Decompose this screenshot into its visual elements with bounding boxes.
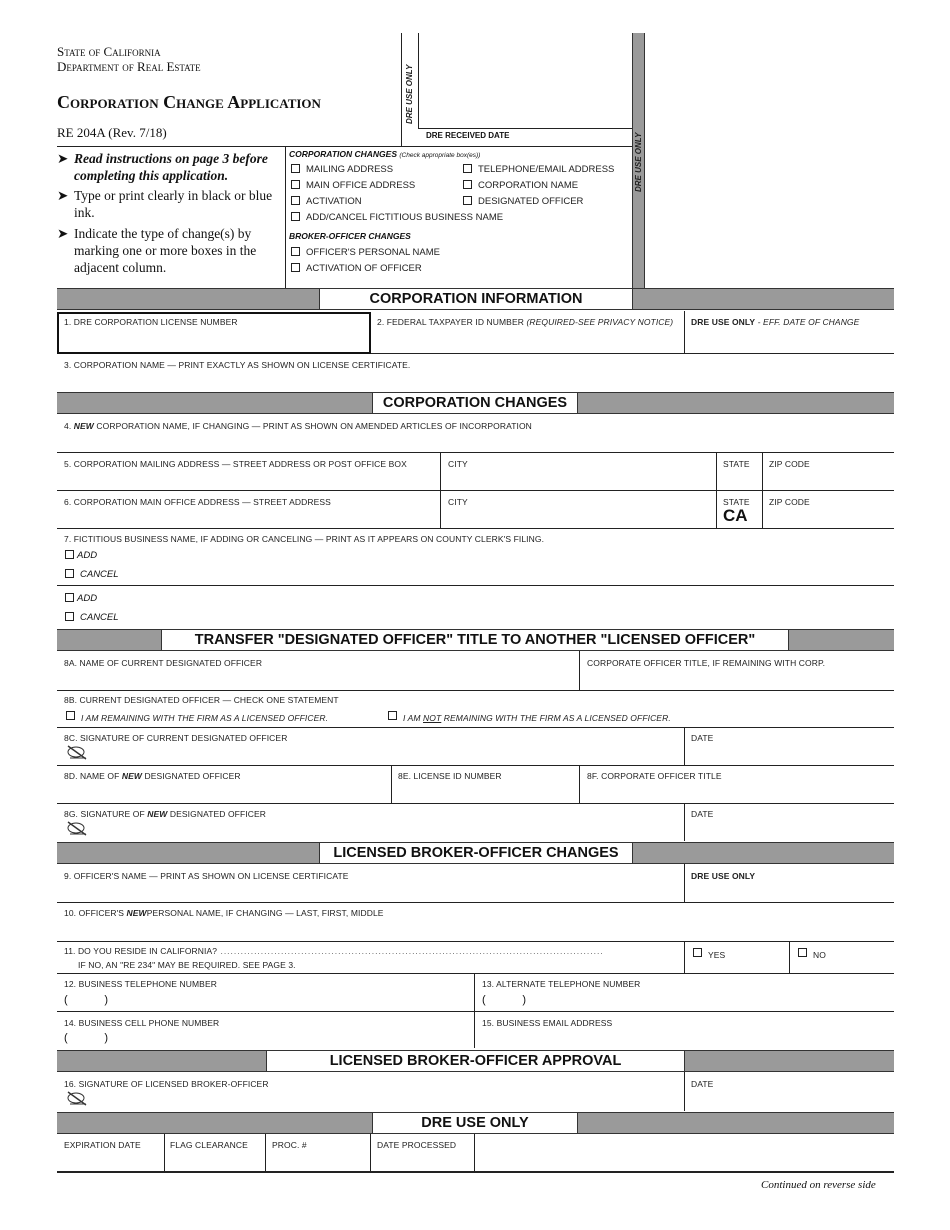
f6-label: 6. CORPORATION MAIN OFFICE ADDRESS — STREET ADDRESS <box>64 497 331 507</box>
checkbox-main-office-address[interactable] <box>291 180 300 189</box>
corp-changes-heading: CORPORATION CHANGES (Check appropriate box(es)) <box>289 149 481 159</box>
checkbox-8b-not-remaining[interactable] <box>388 711 397 720</box>
dre-use-only-cell: DRE USE ONLY <box>691 871 756 881</box>
section-title-corp-changes: CORPORATION CHANGES <box>372 392 578 414</box>
business-cell-phone-field[interactable] <box>135 1028 473 1048</box>
current-designated-officer-field[interactable] <box>57 652 579 690</box>
instruction-item: ➤ Read instructions on page 3 before completing this application. <box>57 151 268 183</box>
checkbox-fbn-add-1[interactable] <box>65 550 74 559</box>
label-officers-personal-name: OFFICER'S PERSONAL NAME <box>306 247 440 258</box>
f14-label: 14. BUSINESS CELL PHONE NUMBER <box>64 1018 220 1028</box>
agency-line-1: State of California <box>57 44 161 59</box>
section-title-transfer: TRANSFER "DESIGNATED OFFICER" TITLE TO ANOTHER "LICENSED OFFICER" <box>161 629 789 651</box>
instruction-item: ➤ Type or print clearly in black or blue ink. <box>57 188 273 220</box>
form-number: RE 204A (Rev. 7/18) <box>57 125 167 140</box>
section-title-dre-use-only: DRE USE ONLY <box>372 1112 578 1134</box>
proc-number-label: PROC. # <box>272 1140 307 1150</box>
f6-state-label: STATE <box>723 497 750 507</box>
label-mailing-address: MAILING ADDRESS <box>306 164 394 175</box>
new-officer-signature-field[interactable] <box>92 818 682 840</box>
checkbox-fbn-cancel-1[interactable] <box>65 569 74 578</box>
f16-date-label: DATE <box>691 1079 714 1089</box>
new-corporation-name-field[interactable] <box>57 416 894 452</box>
f9-label: 9. OFFICER'S NAME — PRINT AS SHOWN ON LICENSE CERTIFICATE <box>64 871 349 881</box>
f8c-date-label: DATE <box>691 733 714 743</box>
corporate-officer-title-field[interactable] <box>580 766 894 803</box>
instructions <box>57 150 283 276</box>
fbn-add-2-label: ADD <box>77 593 98 604</box>
f11-question: 11. DO YOU RESIDE IN CALIFORNIA? .................................................................................................................. <box>64 946 604 956</box>
label-activation: ACTIVATION <box>306 196 362 207</box>
mailing-zip-field[interactable] <box>763 453 894 490</box>
section-title-broker-changes: LICENSED BROKER-OFFICER CHANGES <box>319 842 633 864</box>
label-main-office-address: MAIN OFFICE ADDRESS <box>306 180 416 191</box>
f8d-label: 8D. NAME OF NEW DESIGNATED OFFICER <box>64 771 241 781</box>
checkbox-fbn-add-2[interactable] <box>65 593 74 602</box>
current-officer-signature-date-field[interactable] <box>685 742 894 764</box>
label-add-cancel-fbn: ADD/CANCEL FICTITIOUS BUSINESS NAME <box>306 212 504 223</box>
f6-zip-label: ZIP CODE <box>769 497 810 507</box>
f5-zip-label: ZIP CODE <box>769 459 810 469</box>
broker-officer-changes-heading: BROKER-OFFICER CHANGES <box>289 231 411 241</box>
main-office-city-field[interactable] <box>441 491 716 528</box>
instruction-item: ➤ Indicate the type of change(s) by marking one or more boxes in the adjacent column. <box>57 226 257 275</box>
flag-clearance-label: FLAG CLEARANCE <box>170 1140 248 1150</box>
label-telephone-email: TELEPHONE/EMAIL ADDRESS <box>478 164 615 175</box>
checkbox-reside-no[interactable] <box>798 948 807 957</box>
f13-area-code: ( ) <box>482 994 526 1006</box>
dre-eff-date-label: DRE USE ONLY - EFF. DATE OF CHANGE <box>691 317 860 327</box>
fbn-name-field-1[interactable] <box>130 546 894 584</box>
mailing-address-field[interactable] <box>57 453 440 490</box>
section-bar-broker-approval <box>57 1050 894 1072</box>
f5-city-label: CITY <box>448 459 468 469</box>
fbn-cancel-2-label: CANCEL <box>80 612 119 623</box>
f8b-option-remaining: I AM REMAINING WITH THE FIRM AS A LICENSED OFFICER. <box>81 713 329 723</box>
section-bar-broker-changes <box>57 842 894 864</box>
checkbox-reside-yes[interactable] <box>693 948 702 957</box>
business-telephone-field[interactable] <box>135 990 473 1010</box>
f12-area-code: ( ) <box>64 994 108 1006</box>
federal-taxpayer-id-field[interactable] <box>372 312 684 354</box>
f8f-label: 8F. CORPORATE OFFICER TITLE <box>587 771 722 781</box>
fbn-name-field-2[interactable] <box>130 587 894 627</box>
f7-label: 7. FICTITIOUS BUSINESS NAME, IF ADDING OR CANCELING — PRINT AS IT APPEARS ON COUNTY CLERK'S FILING. <box>64 534 545 544</box>
section-bar-dre-use-only <box>57 1112 894 1134</box>
current-officer-signature-field[interactable] <box>92 742 682 764</box>
checkbox-designated-officer[interactable] <box>463 196 472 205</box>
section-title-corp-info: CORPORATION INFORMATION <box>319 288 633 310</box>
reside-yes-label: YES <box>708 950 726 960</box>
fbn-add-1-label: ADD <box>77 550 98 561</box>
f14-area-code: ( ) <box>64 1032 108 1044</box>
agency-line-2: Department of Real Estate <box>57 59 201 74</box>
label-corporation-name: CORPORATION NAME <box>478 180 579 191</box>
signature-pen-icon <box>66 820 88 837</box>
officer-title-remaining-field[interactable] <box>580 652 894 690</box>
reside-no-label: NO <box>813 950 826 960</box>
broker-officer-signature-field[interactable] <box>92 1088 682 1110</box>
label-activation-of-officer: ACTIVATION OF OFFICER <box>306 263 422 274</box>
f8g-label: 8G. SIGNATURE OF NEW DESIGNATED OFFICER <box>64 809 266 819</box>
continued-note: Continued on reverse side <box>761 1179 876 1191</box>
f8c-label: 8C. SIGNATURE OF CURRENT DESIGNATED OFFICER <box>64 733 288 743</box>
expiration-date-label: EXPIRATION DATE <box>64 1140 141 1150</box>
main-office-zip-field[interactable] <box>763 491 894 528</box>
checkbox-officers-personal-name[interactable] <box>291 247 300 256</box>
checkbox-fbn-cancel-2[interactable] <box>65 612 74 621</box>
f16-label: 16. SIGNATURE OF LICENSED BROKER-OFFICER <box>64 1079 269 1089</box>
f5-label: 5. CORPORATION MAILING ADDRESS — STREET ADDRESS OR POST OFFICE BOX <box>64 459 407 469</box>
mailing-state-field[interactable] <box>717 453 762 490</box>
corporation-name-field[interactable] <box>57 356 894 392</box>
checkbox-activation-of-officer[interactable] <box>291 263 300 272</box>
f8b-label: 8B. CURRENT DESIGNATED OFFICER — CHECK ONE STATEMENT <box>64 695 339 705</box>
f12-label: 12. BUSINESS TELEPHONE NUMBER <box>64 979 217 989</box>
dre-received-date-label: DRE RECEIVED DATE <box>426 131 510 140</box>
f2-label: 2. FEDERAL TAXPAYER ID NUMBER (REQUIRED-SEE PRIVACY NOTICE) <box>377 317 674 327</box>
mailing-city-field[interactable] <box>441 453 716 490</box>
checkbox-mailing-address[interactable] <box>291 164 300 173</box>
f10-label: 10. OFFICER'S NEWPERSONAL NAME, IF CHANGING — LAST, FIRST, MIDDLE <box>64 908 384 918</box>
new-personal-name-field[interactable] <box>57 903 894 941</box>
alternate-telephone-field[interactable] <box>553 990 894 1010</box>
form-title: Corporation Change Application <box>57 92 321 112</box>
f8e-label: 8E. LICENSE ID NUMBER <box>398 771 502 781</box>
signature-pen-icon <box>66 744 88 761</box>
checkbox-telephone-email[interactable] <box>463 164 472 173</box>
f1-label: 1. DRE CORPORATION LICENSE NUMBER <box>64 317 238 327</box>
business-email-field[interactable] <box>476 1028 894 1048</box>
fbn-cancel-1-label: CANCEL <box>80 569 119 580</box>
agency-name <box>57 44 201 74</box>
new-designated-officer-name-field[interactable] <box>57 766 391 803</box>
license-id-number-field[interactable] <box>392 766 579 803</box>
checkbox-8b-remaining[interactable] <box>66 711 75 720</box>
f3-label: 3. CORPORATION NAME — PRINT EXACTLY AS SHOWN ON LICENSE CERTIFICATE. <box>64 360 411 370</box>
f8g-date-label: DATE <box>691 809 714 819</box>
officers-name-field[interactable] <box>57 865 684 902</box>
dre-use-only-vertical: DRE USE ONLY <box>405 64 414 124</box>
corp-officer-title-remaining-label: CORPORATE OFFICER TITLE, IF REMAINING WITH CORP. <box>587 658 826 668</box>
signature-pen-icon <box>66 1090 88 1107</box>
dre-use-only-vertical-2: DRE USE ONLY <box>634 132 643 192</box>
checkbox-add-cancel-fbn[interactable] <box>291 212 300 221</box>
date-processed-label: DATE PROCESSED <box>377 1140 457 1150</box>
f6-state-value: CA <box>723 506 748 525</box>
f8b-option-not-remaining: I AM NOT REMAINING WITH THE FIRM AS A LICENSED OFFICER. <box>403 713 671 723</box>
broker-officer-signature-date-field[interactable] <box>685 1088 894 1110</box>
section-title-broker-approval: LICENSED BROKER-OFFICER APPROVAL <box>266 1050 685 1072</box>
f6-city-label: CITY <box>448 497 468 507</box>
f5-state-label: STATE <box>723 459 750 469</box>
f15-label: 15. BUSINESS EMAIL ADDRESS <box>482 1018 613 1028</box>
main-office-address-field[interactable] <box>57 491 440 528</box>
f4-label: 4. NEW CORPORATION NAME, IF CHANGING — PRINT AS SHOWN ON AMENDED ARTICLES OF INCORPORATION <box>64 421 532 431</box>
f8a-label: 8A. NAME OF CURRENT DESIGNATED OFFICER <box>64 658 263 668</box>
section-bar-corp-info <box>57 288 894 310</box>
checkbox-activation[interactable] <box>291 196 300 205</box>
label-designated-officer: DESIGNATED OFFICER <box>478 196 584 207</box>
new-officer-signature-date-field[interactable] <box>685 818 894 840</box>
checkbox-corporation-name[interactable] <box>463 180 472 189</box>
f13-label: 13. ALTERNATE TELEPHONE NUMBER <box>482 979 641 989</box>
section-bar-transfer <box>57 629 894 651</box>
section-bar-corp-changes <box>57 392 894 414</box>
f11-note: IF NO, AN "RE 234" MAY BE REQUIRED. SEE PAGE 3. <box>78 960 296 970</box>
